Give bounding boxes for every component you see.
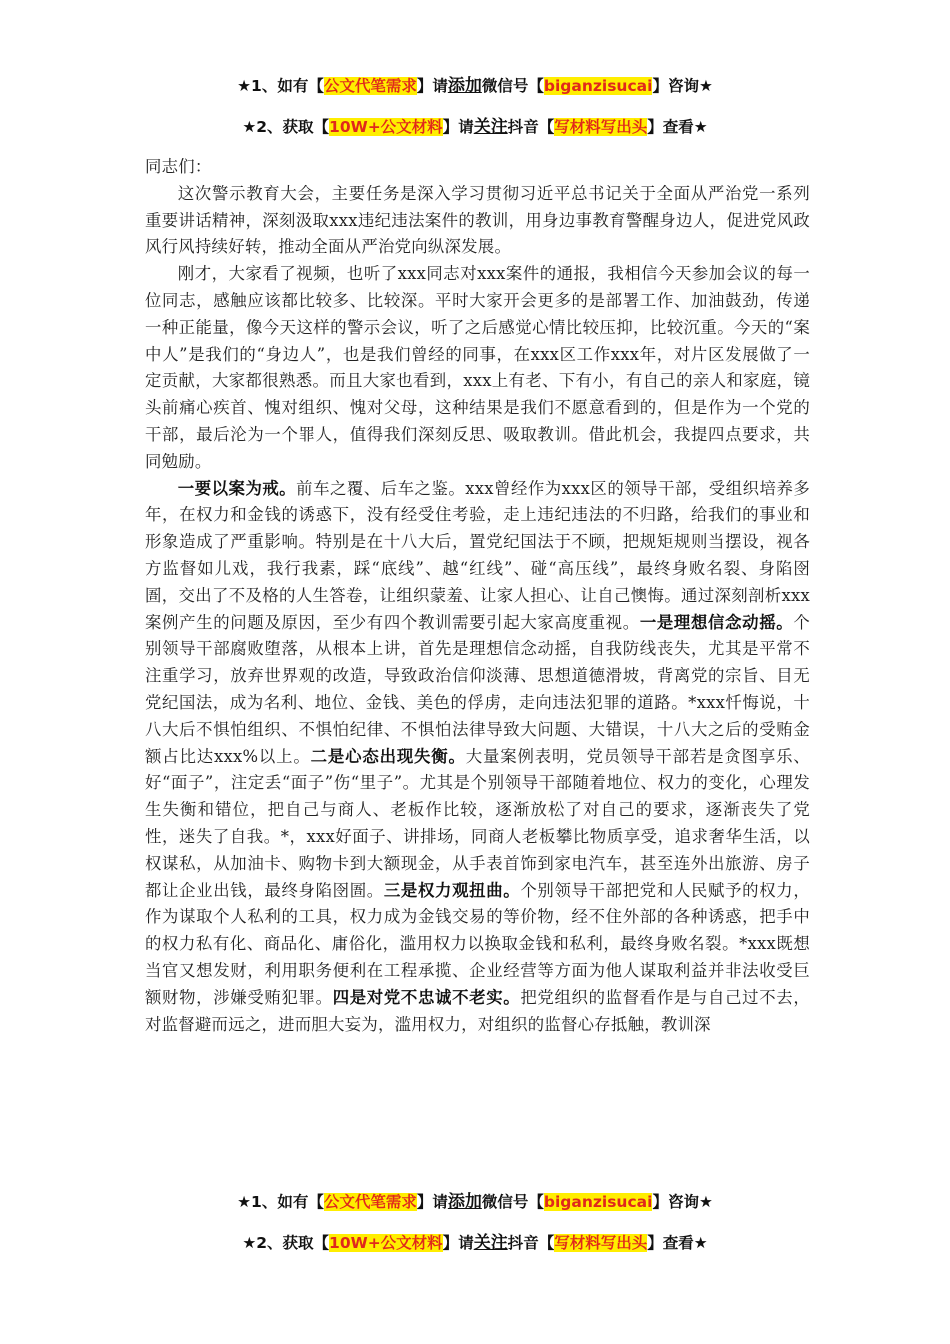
heading-lesson-4: 四是对党不忠诚不老实。 — [332, 987, 521, 1007]
banner-text: 抖音【 — [507, 118, 555, 136]
banner-highlight: biganzisucai — [543, 77, 653, 95]
banner-underline: 关注 — [473, 1233, 508, 1253]
paragraph-text: 个别领导干部把党和人民赋予的权力，作为谋取个人私利的工具，权力成为金钱交易的等价物，经不住外部的各种诱惑，把手中的权力私有化、商品化、庸俗化，滥用权力以换取金钱和私利，最终身败名裂。*xxx既想当官又想发财，利用职务便利在工程承揽、企业经营等方面为他人谋取利益并非法收受巨额财物，涉嫌受贿犯罪。 — [145, 880, 811, 1007]
banner-highlight: 写材料写出头 — [554, 1234, 648, 1252]
promo-banner-top-2 — [0, 112, 950, 137]
banner-text: 】请 — [416, 1193, 448, 1211]
banner-text: 】请 — [442, 118, 474, 136]
banner-text: 】请 — [416, 77, 448, 95]
banner-text: ★2、获取【 — [242, 1234, 330, 1252]
banner-highlight: 写材料写出头 — [554, 118, 648, 136]
paragraph-context: 刚才，大家看了视频，也听了xxx同志对xxx案件的通报，我相信今天参加会议的每一位同志，感触应该都比较多、比较深。平时大家开会更多的是部署工作、加油鼓劲，传递一种正能量，像今天这样的警示会议，听了之后感觉心情比较压抑，比较沉重。今天的“案中人”是我们的“身边人”，也是我们曾经的同事，在xxx区工作xxx年，对片区发展做了一定贡献，大家都很熟悉。而且大家也看到，xxx上有老、下有小，有自己的亲人和家庭，镜头前痛心疾首、愧对组织、愧对父母，这种结果是我们不愿意看到的，但是作为一个党的干部，最后沦为一个罪人，值得我们深刻反思、吸取教训。借此机会，我提四点要求，共同勉励。 — [145, 264, 810, 471]
banner-highlight: 10W+公文材料 — [329, 118, 443, 136]
banner-text: 】咨询★ — [652, 1193, 713, 1211]
banner-text: ★1、如有【 — [237, 1193, 324, 1211]
banner-text: 】查看★ — [647, 1234, 708, 1252]
banner-text: 微信号【 — [481, 77, 544, 95]
salutation: 同志们： — [145, 157, 212, 176]
banner-highlight: 公文代笔需求 — [323, 77, 417, 95]
banner-text: 】咨询★ — [652, 77, 713, 95]
paragraph-requirement-1 — [145, 476, 810, 1039]
promo-banner-bottom-1 — [0, 1187, 950, 1212]
banner-text: 】查看★ — [647, 118, 708, 136]
banner-underline: 添加 — [447, 1192, 482, 1212]
banner-text: ★2、获取【 — [242, 118, 330, 136]
banner-underline: 添加 — [447, 76, 482, 96]
paragraph-text: 前车之覆、后车之鉴。xxx曾经作为xxx区的领导干部，受组织培养多年，在权力和金钱的诱惑下，没有经受住考验，走上违纪违法的不归路，给我们的事业和形象造成了严重影响。特别是在十八大后，置党纪国法于不顾，把规矩规则当摆设，视各方监督如儿戏，我行我素，踩“底线”、越“红线”、碰“高压线”，最终身败名裂、身陷囹圄，交出了不及格的人生答卷，让组织蒙羞、让家人担心、让自己懊悔。通过深刻剖析xxx案例产生的问题及原因，至少有四个教训需要引起大家高度重视。 — [145, 478, 810, 632]
document-body — [145, 154, 810, 1038]
paragraph-text: 大量案例表明，党员领导干部若是贪图享乐、好“面子”，注定丢“面子”伤“里子”。尤其是个别领导干部随着地位、权力的变化，心理发生失衡和错位，把自己与商人、老板作比较，逐渐放松了对自己的要求，逐渐丧失了党性，迷失了自我。*，xxx好面子、讲排场，同商人老板攀比物质享受，追求奢华生活，以权谋私，从加油卡、购物卡到大额现金，从手表首饰到家电汽车，甚至连外出旅游、房子都让企业出钱，最终身陷囹圄。 — [145, 746, 811, 900]
banner-highlight: 10W+公文材料 — [329, 1234, 443, 1252]
banner-text: ★1、如有【 — [237, 77, 324, 95]
paragraph-text: 把党组织的监督看作是与自己过不去，对监督避而远之，进而胆大妄为，滥用权力，对组织的监督心存抵触，教训深 — [145, 987, 811, 1034]
heading-lesson-3: 三是权力观扭曲。 — [383, 880, 521, 900]
paragraph-intro: 这次警示教育大会，主要任务是深入学习贯彻习近平总书记关于全面从严治党一系列重要讲话精神，深刻汲取xxx违纪违法案件的教训，用身边事教育警醒身边人，促进党风政风行风持续好转，推动全面从严治党向纵深发展。 — [145, 183, 810, 257]
promo-banner-top-1 — [0, 71, 950, 96]
banner-highlight: biganzisucai — [543, 1193, 653, 1211]
banner-text: 微信号【 — [481, 1193, 544, 1211]
heading-learn-from-cases: 一要以案为戒。 — [177, 478, 297, 498]
banner-underline: 关注 — [473, 117, 508, 137]
banner-text: 】请 — [442, 1234, 474, 1252]
heading-lesson-1: 一是理想信念动摇。 — [639, 612, 794, 632]
heading-lesson-2: 二是心态出现失衡。 — [310, 746, 466, 766]
banner-highlight: 公文代笔需求 — [323, 1193, 417, 1211]
promo-banner-bottom-2 — [0, 1228, 950, 1253]
banner-text: 抖音【 — [507, 1234, 555, 1252]
paragraph-text: 个别领导干部腐败堕落，从根本上讲，首先是理想信念动摇，自我防线丧失，尤其是平常不注重学习，放弃世界观的改造，导致政治信仰淡薄、思想道德滑坡，背离党的宗旨、目无党纪国法，成为名利、地位、金钱、美色的俘虏，走向违法犯罪的道路。*xxx忏悔说，十八大后不惧怕组织、不惧怕纪律、不惧怕法律导致大问题、大错误，十八大之后的受贿金额占比达xxx%以上。 — [145, 612, 811, 766]
